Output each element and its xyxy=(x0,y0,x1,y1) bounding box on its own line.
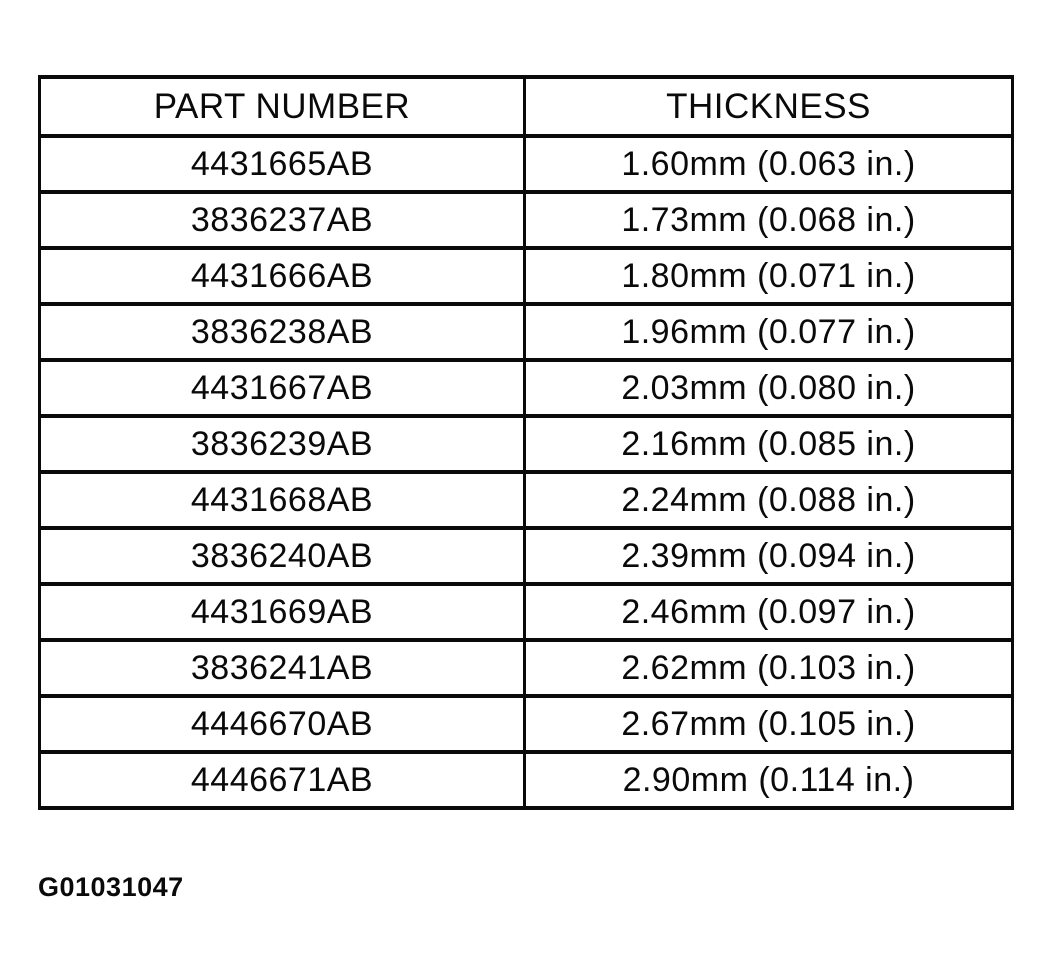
part-number-cell: 4431668AB xyxy=(40,472,525,528)
thickness-cell: 2.62mm (0.103 in.) xyxy=(525,640,1013,696)
part-number-cell: 3836237AB xyxy=(40,192,525,248)
thickness-cell: 2.03mm (0.080 in.) xyxy=(525,360,1013,416)
figure-id-caption: G01031047 xyxy=(38,872,184,902)
thickness-cell: 1.73mm (0.068 in.) xyxy=(525,192,1013,248)
part-number-cell: 3836238AB xyxy=(40,304,525,360)
table-body xyxy=(40,136,1013,808)
table-row xyxy=(40,360,1013,416)
part-number-cell: 3836239AB xyxy=(40,416,525,472)
column-header-part-number: PART NUMBER xyxy=(40,77,525,136)
header-row xyxy=(40,77,1013,136)
thickness-cell: 2.24mm (0.088 in.) xyxy=(525,472,1013,528)
thickness-cell: 2.90mm (0.114 in.) xyxy=(525,752,1013,808)
part-number-cell: 3836240AB xyxy=(40,528,525,584)
thickness-cell: 1.96mm (0.077 in.) xyxy=(525,304,1013,360)
table-row xyxy=(40,640,1013,696)
thickness-cell: 1.80mm (0.071 in.) xyxy=(525,248,1013,304)
table-header xyxy=(40,77,1013,136)
thickness-cell: 2.39mm (0.094 in.) xyxy=(525,528,1013,584)
column-header-thickness: THICKNESS xyxy=(525,77,1013,136)
part-number-cell: 4446671AB xyxy=(40,752,525,808)
part-number-cell: 4431669AB xyxy=(40,584,525,640)
table-row xyxy=(40,752,1013,808)
part-number-cell: 4431665AB xyxy=(40,136,525,192)
thickness-cell: 2.16mm (0.085 in.) xyxy=(525,416,1013,472)
thickness-cell: 2.46mm (0.097 in.) xyxy=(525,584,1013,640)
table-row xyxy=(40,136,1013,192)
part-thickness-table xyxy=(38,75,1014,810)
thickness-cell: 2.67mm (0.105 in.) xyxy=(525,696,1013,752)
part-number-cell: 4431667AB xyxy=(40,360,525,416)
table-row xyxy=(40,192,1013,248)
table-row xyxy=(40,528,1013,584)
part-number-cell: 3836241AB xyxy=(40,640,525,696)
table-row xyxy=(40,696,1013,752)
part-number-cell: 4431666AB xyxy=(40,248,525,304)
table-row xyxy=(40,304,1013,360)
table-row xyxy=(40,584,1013,640)
table-row xyxy=(40,416,1013,472)
part-number-cell: 4446670AB xyxy=(40,696,525,752)
thickness-cell: 1.60mm (0.063 in.) xyxy=(525,136,1013,192)
table-row xyxy=(40,248,1013,304)
table-row xyxy=(40,472,1013,528)
